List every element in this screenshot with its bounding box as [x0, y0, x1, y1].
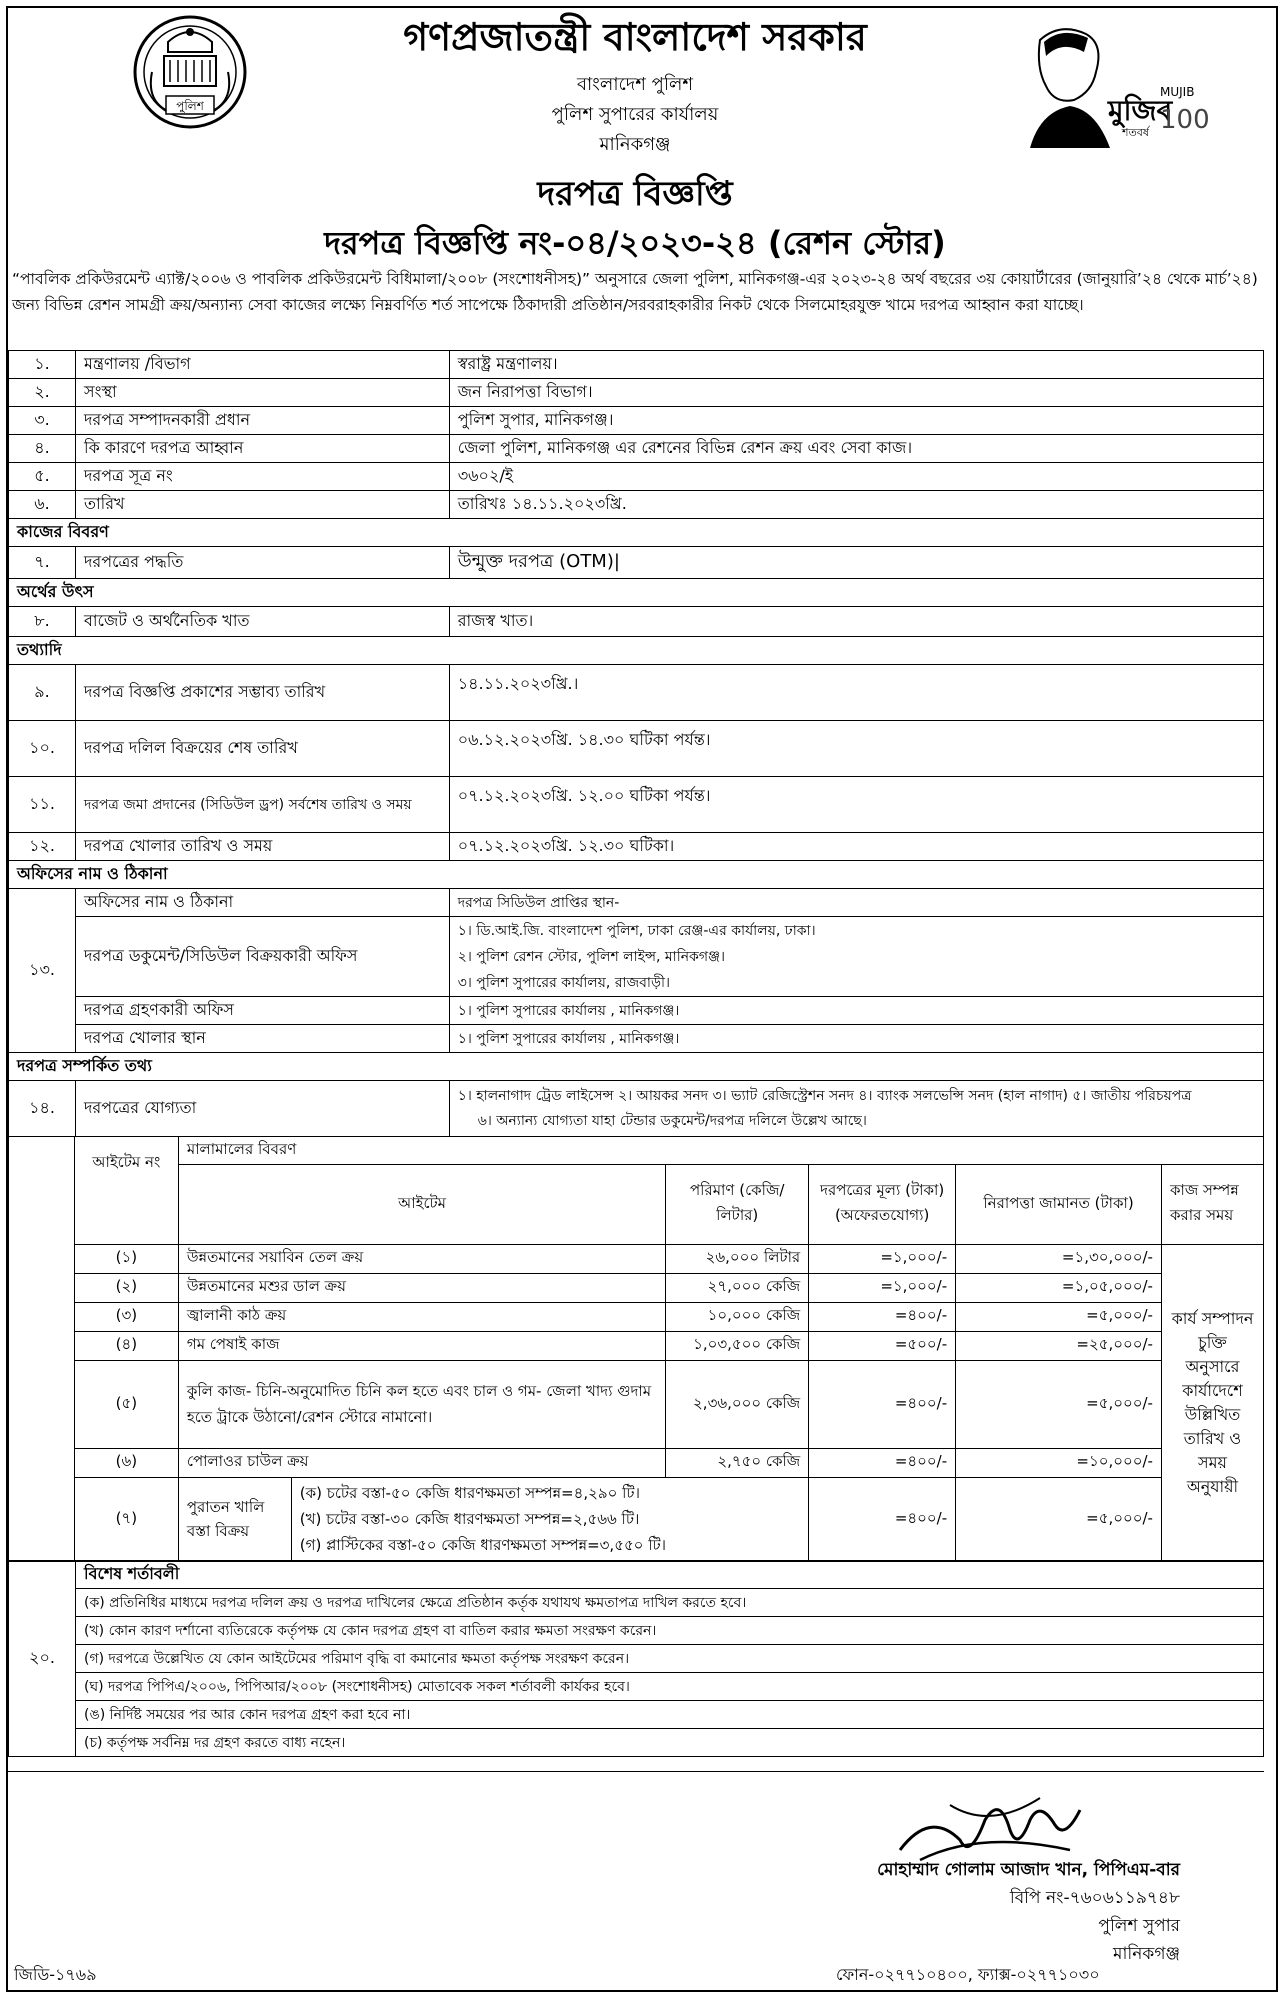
row-label: সংস্থা — [76, 379, 450, 407]
item-security: =১,০৫,০০০/- — [956, 1273, 1162, 1302]
office-list — [449, 917, 1263, 997]
signatory-name: মোহাম্মাদ গোলাম আজাদ খান, পিপিএম-বার — [877, 1860, 1180, 1880]
item-name: উন্নতমানের সয়াবিন তেল ক্রয় — [178, 1244, 665, 1273]
row-no: ৬. — [9, 491, 76, 519]
row-label: মন্ত্রণালয় /বিভাগ — [76, 351, 450, 379]
row-value: তারিখঃ ১৪.১১.২০২৩খ্রি. — [449, 491, 1263, 519]
row-label: কি কারণে দরপত্র আহ্বান — [76, 435, 450, 463]
signatory-bp: বিপি নং-৭৬০৬১১৯৭৪৮ — [1009, 1888, 1180, 1908]
row-no: ৯. — [9, 665, 76, 721]
office-list-item: ২। পুলিশ রেশন স্টোর, পুলিশ লাইন্স, মানিকগঞ্জ। — [457, 948, 725, 965]
eligibility-list — [449, 1081, 1263, 1137]
section-office-heading: অফিসের নাম ও ঠিকানা — [9, 861, 1264, 889]
row-value: ১। পুলিশ সুপারের কার্যালয় , মানিকগঞ্জ। — [449, 997, 1263, 1025]
bag-detail-line: (ক) চটের বস্তা-৫০ কেজি ধারণক্ষমতা সম্পন্ন=৪,২৯০ টি। — [299, 1484, 640, 1502]
row-no: ৪. — [9, 435, 76, 463]
row-value: জেলা পুলিশ, মানিকগঞ্জ এর রেশনের বিভিন্ন রেশন ক্রয় এবং সেবা কাজ। — [449, 435, 1263, 463]
signatory-district: মানিকগঞ্জ — [1113, 1944, 1180, 1964]
row-label: দরপত্র দলিল বিক্রয়ের শেষ তারিখ — [76, 721, 450, 777]
row-label: দরপত্র খোলার তারিখ ও সময় — [76, 833, 450, 861]
term-item: (ক) প্রতিনিধির মাধ্যমে দরপত্র দলিল ক্রয় ও দরপত্র দাখিলের ক্ষেত্রে প্রতিষ্ঠান কর্তৃক যথাযথ ক্ষমতাপত্র দাখিল করতে হবে। — [76, 1589, 1264, 1617]
item-no: (৫) — [74, 1360, 178, 1448]
item-no: (৪) — [74, 1331, 178, 1360]
bag-detail-line: (খ) চটের বস্তা-৩০ কেজি ধারণক্ষমতা সম্পন্ন=২,৫৬৬ টি। — [299, 1510, 640, 1528]
item-no: (১) — [74, 1244, 178, 1273]
notice-number: দরপত্র বিজ্ঞপ্তি নং-০৪/২০২৩-২৪ (রেশন স্টোর) — [324, 224, 946, 262]
term-item: (ঘ) দরপত্র পিপিএ/২০০৬, পিপিআর/২০০৮ (সংশোধনীসহ) মোতাবেক সকল শর্তাবলী কার্যকর হবে। — [76, 1673, 1264, 1701]
item-no: (৩) — [74, 1302, 178, 1331]
item-price: =৪০০/- — [809, 1360, 956, 1448]
row-value: ০৬.১২.২০২৩খ্রি. ১৪.৩০ ঘটিকা পর্যন্ত। — [449, 721, 1263, 777]
item-security: =৫,০০০/- — [956, 1360, 1162, 1448]
row-label: দরপত্র বিজ্ঞপ্তি প্রকাশের সম্ভাব্য তারিখ — [76, 665, 450, 721]
bag-detail-line: (গ) প্লাস্টিকের বস্তা-৫০ কেজি ধারণক্ষমতা সম্পন্ন=৩,৫৫০ টি। — [299, 1536, 667, 1554]
row-value: পুলিশ সুপার, মানিকগঞ্জ। — [449, 407, 1263, 435]
row-value: উন্মুক্ত দরপত্র (OTM)| — [449, 547, 1263, 579]
col-item-no: আইটেম নং — [74, 1136, 178, 1244]
item-security: =৫,০০০/- — [956, 1477, 1162, 1561]
row-value: ০৭.১২.২০২৩খ্রি. ১২.৩০ ঘটিকা। — [449, 833, 1263, 861]
item-name: পোলাওর চাউল ক্রয় — [178, 1448, 665, 1477]
item-no: (৬) — [74, 1448, 178, 1477]
row-label: দরপত্র খোলার স্থান — [76, 1025, 450, 1053]
item-quantity: ২,৭৫০ কেজি — [666, 1448, 809, 1477]
item-name: জ্বালানী কাঠ ক্রয় — [178, 1302, 665, 1331]
row-label: তারিখ — [76, 491, 450, 519]
col-security: নিরাপত্তা জামানত (টাকা) — [956, 1164, 1162, 1244]
item-name: পুরাতন খালি বস্তা বিক্রয় — [178, 1477, 291, 1561]
term-item: (গ) দরপত্রে উল্লেখিত যে কোন আইটেমের পরিমাণ বৃদ্ধি বা কমানোর ক্ষমতা কর্তৃপক্ষ সংরক্ষণ করেন। — [76, 1645, 1264, 1673]
item-no: (২) — [74, 1273, 178, 1302]
row-label: দরপত্র সূত্র নং — [76, 463, 450, 491]
term-item: (ঙ) নির্দিষ্ট সময়ের পর আর কোন দরপত্র গ্রহণ করা হবে না। — [76, 1701, 1264, 1729]
item-price: =৫০০/- — [809, 1331, 956, 1360]
mujib100-logo — [1000, 20, 1210, 150]
row-no: ৮. — [9, 607, 76, 637]
row-label: দরপত্র জমা প্রদানের (সিডিউল ড্রপ) সর্বশেষ তারিখ ও সময় — [76, 777, 450, 833]
row-label: অফিসের নাম ও ঠিকানা — [76, 889, 450, 917]
item-quantity: ২৬,০০০ লিটার — [666, 1244, 809, 1273]
items-table — [8, 1136, 1264, 1562]
eligibility-line: ১। হালনাগাদ ট্রেড লাইসেন্স ২। আয়কর সনদ ৩। ভ্যাট রেজিস্ট্রেশন সনদ ৪। ব্যাংক সলভেন্সি সনদ (হাল নাগাদ) ৫। জাতীয় পরিচয়পত্র — [457, 1087, 1192, 1104]
item-price: =৪০০/- — [809, 1448, 956, 1477]
row-no: ১৩. — [9, 889, 76, 1053]
row-no: ৫. — [9, 463, 76, 491]
item-security: =৫,০০০/- — [956, 1302, 1162, 1331]
bag-details — [291, 1477, 808, 1561]
term-item: (চ) কর্তৃপক্ষ সর্বনিম্ন দর গ্রহণ করতে বাধ্য নহেন। — [76, 1729, 1264, 1757]
eligibility-line: ৬। অন্যান্য যোগ্যতা যাহা টেন্ডার ডকুমেন্ট/দরপত্র দলিলে উল্লেখ আছে। — [477, 1112, 867, 1129]
row-no: ১. — [9, 351, 76, 379]
signature-block — [780, 1856, 1180, 1968]
item-price: =৪০০/- — [809, 1302, 956, 1331]
hundred-text: 100 — [1160, 105, 1210, 135]
row-no: ৩. — [9, 407, 76, 435]
intro-paragraph: “পাবলিক প্রকিউরমেন্ট এ্যাক্ট/২০০৬ ও পাবলিক প্রকিউরমেন্ট বিধিমালা/২০০৮ (সংশোধনীসহ)” অনুসারে জেলা পুলিশ, মানিকগঞ্জ-এর ২০২৩-২৪ অর্থ বছরের ৩য় কোয়ার্টারের (জানুয়ারি’২৪ থেকে মার্চ’২৪) জন্য বিভিন্ন রেশন সামগ্রী ক্রয়/অন্যান্য সেবা কাজের লক্ষ্যে নিম্নবর্ণিত শর্ত সাপেক্ষে ঠিকাদারী প্রতিষ্ঠান/সরবরাহকারীর নিকট থেকে সিলমোহরযুক্ত খামে দরপত্র আহ্বান করা যাচ্ছে। — [12, 270, 1258, 314]
col-price: দরপত্রের মূল্য (টাকা) (অফেরতযোগ্য) — [809, 1164, 956, 1244]
col-time: কাজ সম্পন্ন করার সময় — [1161, 1164, 1263, 1244]
item-quantity: ২৭,০০০ কেজি — [666, 1273, 809, 1302]
item-security: =১০,০০০/- — [956, 1448, 1162, 1477]
row-no: ৭. — [9, 547, 76, 579]
contact-line: ফোন-০২৭৭১০৪০০, ফ্যাক্স-০২৭৭১০৩০ — [836, 1965, 1100, 1984]
tender-table — [8, 350, 1264, 1772]
government-title: গণপ্রজাতন্ত্রী বাংলাদেশ সরকার — [403, 15, 867, 59]
mujib-en-text: MUJIB — [1160, 85, 1195, 99]
item-name: উন্নতমানের মশুর ডাল ক্রয় — [178, 1273, 665, 1302]
item-quantity: ১,০৩,৫০০ কেজি — [666, 1331, 809, 1360]
col-quantity: পরিমাণ (কেজি/লিটার) — [666, 1164, 809, 1244]
section-info-heading: তথ্যাদি — [9, 637, 1264, 665]
office-list-item: ৩। পুলিশ সুপারের কার্যালয়, রাজবাড়ী। — [457, 974, 670, 991]
item-security: =১,৩০,০০০/- — [956, 1244, 1162, 1273]
section-work-heading: কাজের বিবরণ — [9, 519, 1264, 547]
police-line: বাংলাদেশ পুলিশ — [576, 74, 694, 95]
mujib-wordmark: মুজিব — [1108, 94, 1173, 127]
completion-time: কার্য সম্পাদন চুক্তি অনুসারে কার্যাদেশে উল্লিখিত তারিখ ও সময় অনুযায়ী — [1161, 1244, 1263, 1561]
office-list-item: ১। ডি.আই.জি. বাংলাদেশ পুলিশ, ঢাকা রেঞ্জ-এর কার্যালয়, ঢাকা। — [457, 922, 816, 939]
row-value: জন নিরাপত্তা বিভাগ। — [449, 379, 1263, 407]
item-price: =১,০০০/- — [809, 1273, 956, 1302]
row-value: রাজস্ব খাত। — [449, 607, 1263, 637]
row-label: দরপত্রের পদ্ধতি — [76, 547, 450, 579]
item-price: =১,০০০/- — [809, 1244, 956, 1273]
row-value: ১৪.১১.২০২৩খ্রি.। — [449, 665, 1263, 721]
row-label: দরপত্র গ্রহণকারী অফিস — [76, 997, 450, 1025]
gd-code: জিডি-১৭৬৯ — [14, 1965, 97, 1984]
row-value: ১। পুলিশ সুপারের কার্যালয় , মানিকগঞ্জ। — [449, 1025, 1263, 1053]
row-no: ১২. — [9, 833, 76, 861]
notice-title: দরপত্র বিজ্ঞপ্তি — [537, 174, 733, 214]
police-emblem-logo — [130, 12, 250, 132]
section-divider — [8, 1771, 1264, 1772]
special-terms-title: বিশেষ শর্তাবলী — [76, 1561, 1264, 1589]
row-no: ১৪. — [9, 1081, 76, 1137]
term-item: (খ) কোন কারণ দর্শানো ব্যতিরেকে কর্তৃপক্ষ যে কোন দরপত্র গ্রহণ বা বাতিল করার ক্ষমতা সংরক্ষণ করেন। — [76, 1617, 1264, 1645]
goods-header: মালামালের বিবরণ — [178, 1136, 1263, 1164]
shotoborsho-text: শতবর্ষ — [1122, 126, 1149, 139]
item-quantity: ১০,০০০ কেজি — [666, 1302, 809, 1331]
district-line: মানিকগঞ্জ — [599, 134, 671, 155]
item-quantity: ২,৩৬,০০০ কেজি — [666, 1360, 809, 1448]
row-no: ১১. — [9, 777, 76, 833]
item-price: =৪০০/- — [809, 1477, 956, 1561]
row-value: স্বরাষ্ট্র মন্ত্রণালয়। — [449, 351, 1263, 379]
row-label: বাজেট ও অর্থনৈতিক খাত — [76, 607, 450, 637]
row-label: দরপত্র সম্পাদনকারী প্রধান — [76, 407, 450, 435]
item-no: (৭) — [74, 1477, 178, 1561]
row-value: ০৭.১২.২০২৩খ্রি. ১২.০০ ঘটিকা পর্যন্ত। — [449, 777, 1263, 833]
office-line: পুলিশ সুপারের কার্যালয় — [551, 104, 719, 125]
section-fund-heading: অর্থের উৎস — [9, 579, 1264, 607]
row-label: দরপত্র ডকুমেন্ট/সিডিউল বিক্রয়কারী অফিস — [76, 917, 450, 997]
row-value: ৩৬০২/ই — [449, 463, 1263, 491]
row-no: ১০. — [9, 721, 76, 777]
section-tender-heading: দরপত্র সম্পর্কিত তথ্য — [9, 1053, 1264, 1081]
item-name: গম পেষাই কাজ — [178, 1331, 665, 1360]
emblem-label: পুলিশ — [176, 99, 204, 113]
col-item: আইটেম — [178, 1164, 665, 1244]
row-label: দরপত্রের যোগ্যতা — [76, 1081, 450, 1137]
special-terms-table — [8, 1560, 1264, 1757]
row-no: ২০. — [9, 1561, 76, 1757]
item-security: =২৫,০০০/- — [956, 1331, 1162, 1360]
items-blank-cell — [9, 1136, 75, 1561]
item-name: কুলি কাজ- চিনি-অনুমোদিত চিনি কল হতে এবং চাল ও গম- জেলা খাদ্য গুদাম হতে ট্রাকে উঠানো/রেশন স্টোরে নামানো। — [178, 1360, 665, 1448]
signatory-designation: পুলিশ সুপার — [1098, 1916, 1180, 1936]
row-no: ২. — [9, 379, 76, 407]
row-value: দরপত্র সিডিউল প্রাপ্তির স্থান- — [449, 889, 1263, 917]
